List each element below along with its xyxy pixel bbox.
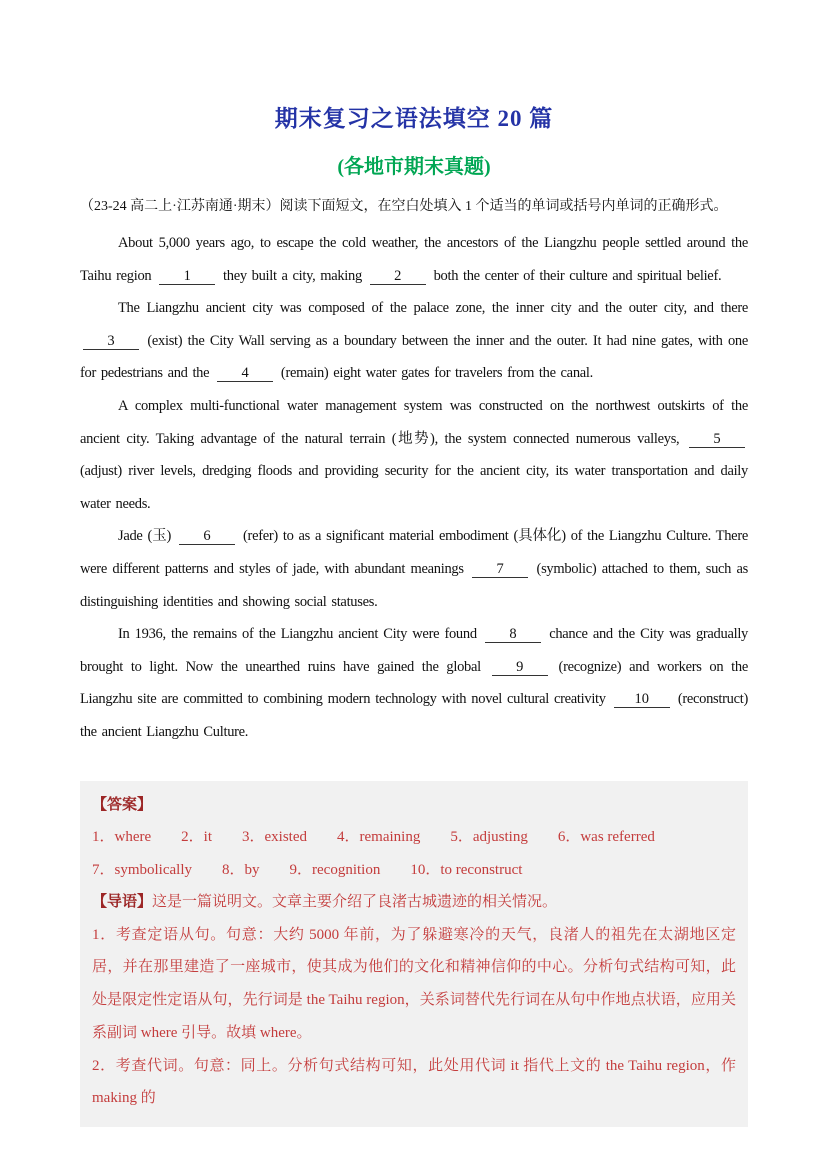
blank-1: 1 [159, 269, 215, 285]
answer-block [80, 781, 748, 1128]
answers-label [92, 789, 736, 822]
passage-paragraph: The Liangzhu ancient city was composed of the palace zone, the inner city and the outer city, and there 3 (exist) the City Wall serving as a boundary between the inner and the outer. It had nine gates, with one for pedestrians and the 4 (remain) eight water gates for travelers from the canal. [80, 300, 748, 382]
answer-item-4: 4．remaining [337, 829, 421, 845]
blank-2: 2 [370, 269, 426, 285]
answer-item-7: 7．symbolically [92, 861, 192, 878]
passage-paragraph: Jade (玉) 6 (refer) to as a significant material embodiment (具体化) of the Liangzhu Culture. There were different patterns and styles of jade, with abundant meanings 7 (symbolic) attached to them, such as distinguishing identities and showing social statuses. [80, 528, 749, 610]
answer-item-3: 3．existed [242, 829, 307, 845]
lead-label: 【导语】 [92, 894, 153, 910]
answers-label-text: 【答案】 [92, 796, 153, 813]
passage-paragraph: In 1936, the remains of the Liangzhu ancient City were found 8 chance and the City was gradually brought to light. Now the unearthed ruins have gained the global 9 (recognize) and workers on the Liangzhu site are committed to combining modern technology with novel cultural creativity 10 (reconstruct) the ancient Liangzhu Culture. [80, 626, 748, 740]
lead-line [92, 886, 736, 919]
passage-paragraph: A complex multi-functional water management system was constructed on the northwest outskirts of the ancient city. Taking advantage of the natural terrain (地势), the system connected numerous valleys, 5 (adjust) river levels, dredging floods and providing security for the ancient city, its water transportation and daily water needs. [80, 397, 748, 512]
exam-source-line: （23-24 高二上·江苏南通·期末）阅读下面短文，在空白处填入 1 个适当的单词或括号内单词的正确形式。 [80, 199, 728, 214]
passage [80, 227, 748, 749]
answers-list [92, 821, 736, 886]
answer-item-2: 2．it [181, 829, 212, 845]
answer-item-5: 5．adjusting [450, 829, 528, 845]
blank-10: 10 [614, 692, 670, 708]
lead-text: 这是一篇说明文。文章主要介绍了良渚古城遗迹的相关情况。 [152, 894, 558, 910]
answer-item-9: 9．recognition [289, 861, 381, 878]
answer-item-6: 6．was referred [557, 829, 655, 845]
passage-paragraph: About 5,000 years ago, to escape the cold weather, the ancestors of the Liangzhu people settled around the Taihu region 1 they built a city, making 2 both the center of their culture and spiritual belief. [80, 235, 748, 284]
explanation-paragraph-2: 2．考查代词。句意：同上。分析句式结构可知，此处用代词 it 指代上文的 the Taihu region，作 making 的 [92, 1057, 736, 1107]
blank-9: 9 [492, 660, 548, 676]
blank-5: 5 [689, 432, 745, 448]
page-subtitle: (各地市期末真题) [337, 156, 491, 178]
blank-4: 4 [217, 366, 273, 382]
explanations [92, 919, 736, 1116]
blank-6: 6 [179, 529, 235, 545]
blank-7: 7 [472, 562, 528, 578]
page-title: 期末复习之语法填空 20 篇 [274, 106, 554, 131]
answer-item-10: 10．to reconstruct [410, 861, 523, 878]
answer-item-1: 1．where [92, 829, 152, 845]
blank-3: 3 [83, 334, 139, 350]
explanation-paragraph-1: 1．考查定语从句。句意：大约 5000 年前，为了躲避寒冷的天气，良渚人的祖先在太湖地区定居，并在那里建造了一座城市，使其成为他们的文化和精神信仰的中心。分析句式结构可知，此处是限定性定语从句，先行词是 the Taihu region，关系词替代先行词在从句中作地点状语，应用关系副词 where 引导。故填 where。 [92, 926, 736, 1041]
answer-item-8: 8．by [222, 861, 260, 878]
blank-8: 8 [485, 627, 541, 643]
